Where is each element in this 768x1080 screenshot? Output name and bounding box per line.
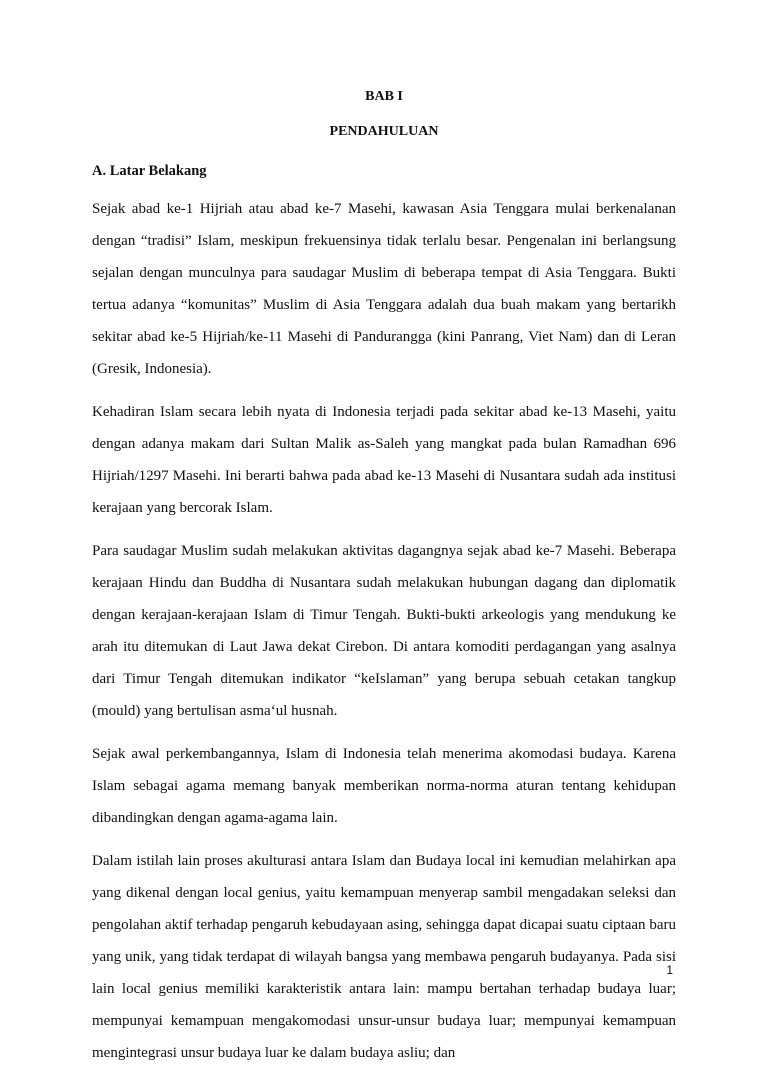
- paragraph: Para saudagar Muslim sudah melakukan aktivitas dagangnya sejak abad ke-7 Masehi. Beberapa kerajaan Hindu dan Buddha di Nusantara sudah melakukan hubungan dagang dan diplomatik dengan kerajaan-kerajaan Islam di Timur Tengah. Bukti-bukti arkeologis yang mendukung ke arah itu ditemukan di Laut Jawa dekat Cirebon. Di antara komoditi perdagangan yang asalnya dari Timur Tengah ditemukan indikator “keIslaman” yang berupa sebuah cetakan tangkup (mould) yang bertulisan asma‘ul husnah.: [92, 543, 676, 719]
- section-heading: A. Latar Belakang: [92, 163, 207, 179]
- paragraph: Sejak awal perkembangannya, Islam di Indonesia telah menerima akomodasi budaya. Karena Islam sebagai agama memang banyak memberikan norma-norma aturan tentang kehidupan dibandingkan dengan agama-agama lain.: [92, 746, 676, 826]
- page-number: 1: [666, 963, 673, 977]
- paragraph: Sejak abad ke-1 Hijriah atau abad ke-7 Masehi, kawasan Asia Tenggara mulai berkenalanan dengan “tradisi” Islam, meskipun frekuensinya tidak terlalu besar. Pengenalan ini berlangsung sejalan dengan munculnya para saudagar Muslim di beberapa tempat di Asia Tenggara. Bukti tertua adanya “komunitas” Muslim di Asia Tenggara adalah dua buah makam yang bertarikh sekitar abad ke-5 Hijriah/ke-11 Masehi di Pandurangga (kini Panrang, Viet Nam) dan di Leran (Gresik, Indonesia).: [92, 201, 676, 377]
- paragraph: Kehadiran Islam secara lebih nyata di Indonesia terjadi pada sekitar abad ke-13 Masehi, yaitu dengan adanya makam dari Sultan Malik as-Saleh yang mangkat pada bulan Ramadhan 696 Hijriah/1297 Masehi. Ini berarti bahwa pada abad ke-13 Masehi di Nusantara sudah ada institusi kerajaan yang bercorak Islam.: [92, 404, 676, 516]
- chapter-number: BAB I: [365, 89, 403, 104]
- body-text: [92, 193, 676, 1080]
- paragraph: Dalam istilah lain proses akulturasi antara Islam dan Budaya local ini kemudian melahirkan apa yang dikenal dengan local genius, yaitu kemampuan menyerap sambil mengadakan seleksi dan pengolahan aktif terhadap pengaruh kebudayaan asing, sehingga dapat dicapai suatu ciptaan baru yang unik, yang tidak terdapat di wilayah bangsa yang membawa pengaruh budayanya. Pada sisi lain local genius memiliki karakteristik antara lain: mampu bertahan terhadap budaya luar; mempunyai kemampuan mengakomodasi unsur-unsur budaya luar; mempunyai kemampuan mengintegrasi unsur budaya luar ke dalam budaya asliu; dan: [92, 853, 676, 1061]
- chapter-title: PENDAHULUAN: [329, 124, 439, 139]
